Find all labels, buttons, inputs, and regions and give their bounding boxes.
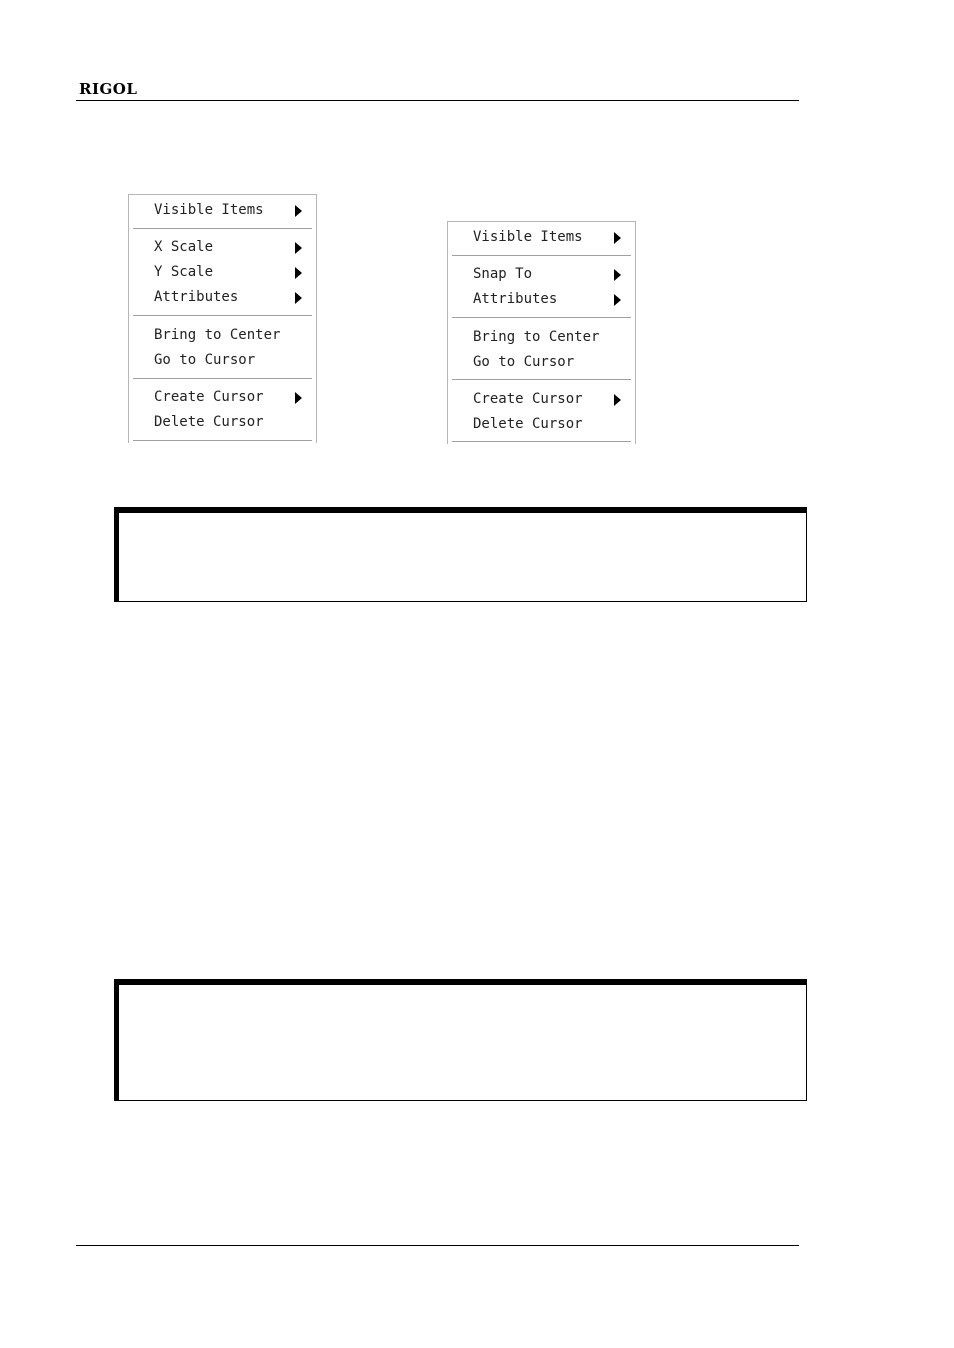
submenu-arrow-icon — [614, 294, 621, 306]
submenu-arrow-icon — [295, 267, 302, 279]
menu-item-delete-cursor[interactable] — [448, 412, 635, 436]
menu-separator — [133, 378, 312, 380]
menu-item-go-to-cursor[interactable] — [448, 350, 635, 374]
context-menu-snap — [447, 221, 636, 444]
menu-item-x-scale[interactable] — [129, 235, 316, 259]
menu-separator — [133, 440, 312, 442]
menu-item-create-cursor[interactable] — [129, 385, 316, 409]
menu-item-label: Bring to Center — [154, 327, 281, 343]
menu-item-label: Go to Cursor — [154, 352, 256, 368]
menu-separator — [452, 255, 631, 257]
menu-item-label: Attributes — [473, 291, 558, 307]
menu-item-label: Go to Cursor — [473, 354, 575, 370]
menu-item-label: Y Scale — [154, 264, 214, 280]
menu-separator — [452, 441, 631, 443]
footer-rule — [76, 1245, 799, 1246]
menu-item-label: Attributes — [154, 289, 239, 305]
menu-item-label: Bring to Center — [473, 329, 600, 345]
menu-item-label: Create Cursor — [473, 391, 583, 407]
menu-separator — [452, 317, 631, 319]
note-box-1 — [114, 507, 807, 602]
menu-item-bring-to-center[interactable] — [129, 323, 316, 347]
menu-item-label: Delete Cursor — [154, 414, 264, 430]
menu-item-create-cursor[interactable] — [448, 387, 635, 411]
menu-item-attributes[interactable] — [448, 287, 635, 311]
menu-item-y-scale[interactable] — [129, 260, 316, 284]
menu-item-label: Visible Items — [473, 229, 583, 245]
menu-item-bring-to-center[interactable] — [448, 325, 635, 349]
menu-item-visible-items[interactable] — [129, 198, 316, 222]
menu-item-snap-to[interactable] — [448, 262, 635, 286]
context-menu-scale — [128, 194, 317, 443]
menu-item-attributes[interactable] — [129, 285, 316, 309]
menu-item-go-to-cursor[interactable] — [129, 348, 316, 372]
menu-item-label: Snap To — [473, 266, 533, 282]
menu-item-label: Visible Items — [154, 202, 264, 218]
submenu-arrow-icon — [295, 392, 302, 404]
submenu-arrow-icon — [295, 205, 302, 217]
submenu-arrow-icon — [614, 232, 621, 244]
menu-separator — [133, 228, 312, 230]
submenu-arrow-icon — [295, 242, 302, 254]
brand-logo: RIGOL — [79, 80, 138, 98]
header-rule — [76, 100, 799, 101]
menu-item-delete-cursor[interactable] — [129, 410, 316, 434]
menu-separator — [133, 315, 312, 317]
note-box-2 — [114, 979, 807, 1101]
submenu-arrow-icon — [614, 269, 621, 281]
menu-item-label: Create Cursor — [154, 389, 264, 405]
submenu-arrow-icon — [295, 292, 302, 304]
menu-separator — [452, 379, 631, 381]
menu-item-visible-items[interactable] — [448, 225, 635, 249]
menu-item-label: Delete Cursor — [473, 416, 583, 432]
submenu-arrow-icon — [614, 394, 621, 406]
menu-item-label: X Scale — [154, 239, 214, 255]
